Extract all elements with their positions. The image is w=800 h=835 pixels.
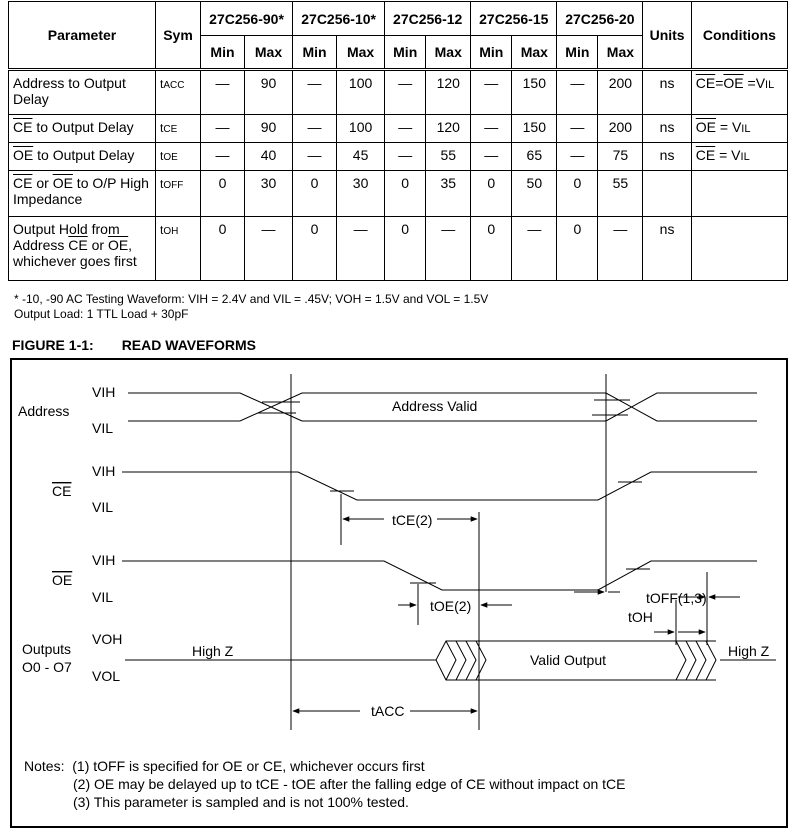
row-sym: tCE bbox=[156, 115, 201, 143]
header-max: Max bbox=[426, 36, 471, 70]
header-min: Min bbox=[471, 36, 512, 70]
header-max: Max bbox=[598, 36, 643, 70]
cell: 0 bbox=[201, 171, 245, 217]
header-min: Min bbox=[385, 36, 426, 70]
cell: 90 bbox=[244, 70, 292, 115]
cell: — bbox=[244, 217, 292, 281]
header-device-15: 27C256-15 bbox=[471, 2, 557, 36]
header-max: Max bbox=[244, 36, 292, 70]
cell: 120 bbox=[426, 115, 471, 143]
timing-tacc: tACC bbox=[371, 703, 405, 719]
signal-oe: OE bbox=[52, 572, 73, 588]
cell: 30 bbox=[244, 171, 292, 217]
cell: — bbox=[557, 115, 598, 143]
cell: — bbox=[337, 217, 385, 281]
cell: 0 bbox=[201, 217, 245, 281]
header-device-12: 27C256-12 bbox=[385, 2, 471, 36]
cell: 150 bbox=[512, 115, 557, 143]
footnote-line-2: Output Load: 1 TTL Load + 30pF bbox=[14, 307, 189, 321]
header-sym: Sym bbox=[156, 2, 201, 70]
cell: — bbox=[471, 143, 512, 171]
cell: 0 bbox=[557, 171, 598, 217]
header-device-10: 27C256-10* bbox=[293, 2, 385, 36]
header-units: Units bbox=[643, 2, 691, 70]
cell: 40 bbox=[244, 143, 292, 171]
cell: 90 bbox=[244, 115, 292, 143]
note-3: (3) This parameter is sampled and is not 100% tested. bbox=[73, 794, 409, 810]
timing-toe: tOE(2) bbox=[430, 598, 472, 614]
cell: — bbox=[471, 70, 512, 115]
signal-outputs-range: O0 - O7 bbox=[22, 659, 72, 675]
timing-toff: tOFF(1,3) bbox=[646, 590, 707, 606]
cell: 35 bbox=[426, 171, 471, 217]
cell: — bbox=[426, 217, 471, 281]
level-vil: VIL bbox=[92, 499, 114, 515]
cell: 100 bbox=[337, 70, 385, 115]
level-vih: VIH bbox=[92, 463, 116, 479]
cell: — bbox=[557, 143, 598, 171]
row-unit: ns bbox=[643, 143, 691, 171]
note-1 bbox=[24, 757, 626, 775]
cell: — bbox=[385, 115, 426, 143]
notes bbox=[24, 757, 626, 811]
figure-label: FIGURE 1-1: bbox=[12, 337, 94, 353]
level-vih: VIH bbox=[92, 384, 116, 400]
cell: 100 bbox=[337, 115, 385, 143]
header-conditions: Conditions bbox=[691, 2, 787, 70]
header-max: Max bbox=[512, 36, 557, 70]
timing-tce: tCE(2) bbox=[392, 512, 433, 528]
level-vil: VIL bbox=[92, 589, 114, 605]
row-param: $\overline{OE}$ to Output Delay bbox=[9, 143, 156, 171]
cell: — bbox=[201, 143, 245, 171]
cell: 0 bbox=[471, 217, 512, 281]
cell: — bbox=[557, 70, 598, 115]
address-valid-label: Address Valid bbox=[392, 398, 478, 414]
cell: 65 bbox=[512, 143, 557, 171]
cell: — bbox=[201, 70, 245, 115]
row-param: $\overline{CE}$ to Output Delay bbox=[9, 115, 156, 143]
cell: 30 bbox=[337, 171, 385, 217]
timing-toh: tOH bbox=[628, 609, 653, 625]
header-min: Min bbox=[293, 36, 337, 70]
header-min: Min bbox=[557, 36, 598, 70]
row-sym: tACC bbox=[156, 70, 201, 115]
cell: 55 bbox=[426, 143, 471, 171]
cell: — bbox=[471, 115, 512, 143]
cell: 0 bbox=[385, 217, 426, 281]
row-cond: $\overline{CE}=\overline{OE} =VIL$ bbox=[691, 70, 787, 115]
signal-address: Address bbox=[18, 403, 70, 419]
level-vil: VIL bbox=[92, 420, 114, 436]
cell: 150 bbox=[512, 70, 557, 115]
cell: 75 bbox=[598, 143, 643, 171]
header-device-20: 27C256-20 bbox=[557, 2, 643, 36]
cell: — bbox=[201, 115, 245, 143]
row-sym: tOE bbox=[156, 143, 201, 171]
row-sym: tOFF bbox=[156, 171, 201, 217]
header-min: Min bbox=[201, 36, 245, 70]
row-param: Output Hold from Address $\overline{CE}$ or $\overline{OE}$, whichever goes first bbox=[9, 217, 156, 281]
row-param: $\overline{CE}$ or $\overline{OE}$ to O/P High Impedance bbox=[9, 171, 156, 217]
cell: 0 bbox=[557, 217, 598, 281]
header-parameter: Parameter bbox=[9, 2, 156, 70]
cell: 120 bbox=[426, 70, 471, 115]
row-sym: tOH bbox=[156, 217, 201, 281]
cell: 200 bbox=[598, 115, 643, 143]
cell: 50 bbox=[512, 171, 557, 217]
row-unit: ns bbox=[643, 217, 691, 281]
cell: 200 bbox=[598, 70, 643, 115]
cell: 0 bbox=[293, 217, 337, 281]
cell: 55 bbox=[598, 171, 643, 217]
signal-outputs: Outputs bbox=[22, 641, 72, 657]
notes-label: Notes: bbox=[24, 758, 65, 774]
note-2: (2) OE may be delayed up to tCE - tOE after the falling edge of CE without impact on tCE bbox=[73, 776, 626, 792]
high-z-right-label: High Z bbox=[728, 643, 770, 659]
row-unit: ns bbox=[643, 70, 691, 115]
header-device-90: 27C256-90* bbox=[201, 2, 293, 36]
cell: — bbox=[293, 143, 337, 171]
valid-output-label: Valid Output bbox=[530, 652, 607, 668]
level-vih: VIH bbox=[92, 552, 116, 568]
cell: — bbox=[385, 143, 426, 171]
cell: — bbox=[385, 70, 426, 115]
header-max: Max bbox=[337, 36, 385, 70]
cell: 45 bbox=[337, 143, 385, 171]
footnote-line-1: * -10, -90 AC Testing Waveform: VIH = 2.4V and VIL = .45V; VOH = 1.5V and VOL = 1.5V bbox=[14, 292, 489, 306]
figure-heading: READ WAVEFORMS bbox=[121, 337, 256, 353]
cell: — bbox=[293, 115, 337, 143]
cell: 0 bbox=[385, 171, 426, 217]
level-voh: VOH bbox=[92, 631, 123, 647]
cell: — bbox=[598, 217, 643, 281]
high-z-left-label: High Z bbox=[192, 643, 234, 659]
row-cond: $\overline{CE}$ = VIL bbox=[691, 143, 787, 171]
cell: — bbox=[293, 70, 337, 115]
cell: 0 bbox=[471, 171, 512, 217]
row-param: Address to Output Delay bbox=[9, 70, 156, 115]
row-unit: ns bbox=[643, 115, 691, 143]
note-1-text: (1) tOFF is specified for OE or CE, whichever occurs first bbox=[72, 758, 425, 774]
cell: 0 bbox=[293, 171, 337, 217]
signal-ce: CE bbox=[52, 483, 72, 499]
cell: — bbox=[512, 217, 557, 281]
row-cond: $\overline{OE}$ = VIL bbox=[691, 115, 787, 143]
level-vol: VOL bbox=[92, 668, 121, 684]
